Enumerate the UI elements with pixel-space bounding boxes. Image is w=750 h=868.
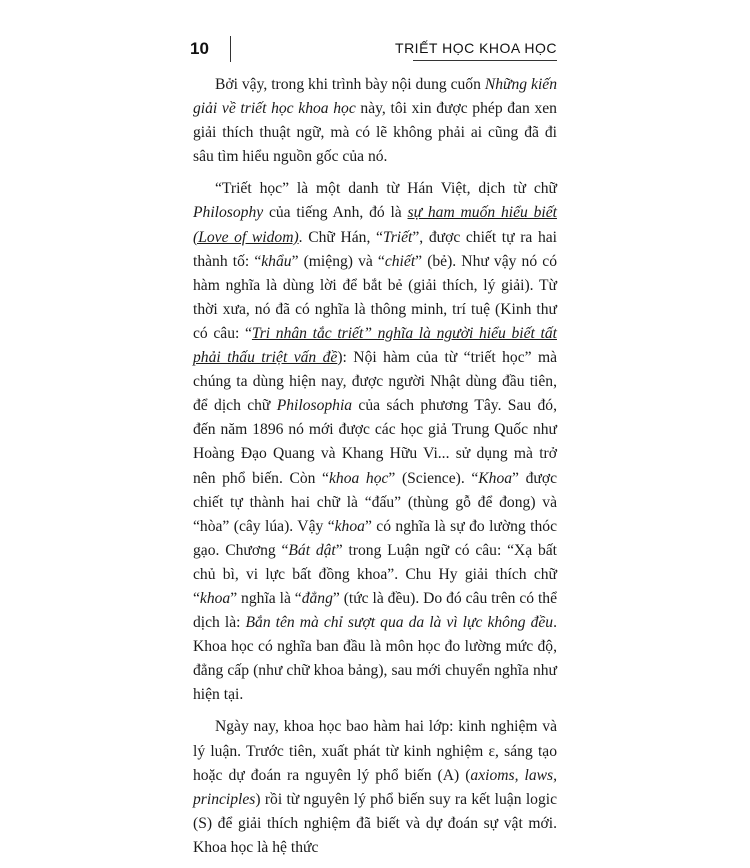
text-run: ”, được chiết tự ra hai thành tố: “: [193, 228, 557, 270]
text-run: ” trong Luận ngữ có câu: “Xạ bất chủ bì, vi lực bất đồng khoa”. Chu Hy giải thích chữ “: [193, 541, 558, 607]
text-run: của tiếng Anh, đó là: [263, 204, 408, 222]
emphasis-text: Bắn tên mà chỉ sượt qua da là vì lực không đều: [245, 614, 554, 632]
emphasis-text: Những kiến giải về triết học khoa học: [193, 76, 557, 118]
emphasis-text: axioms, laws, principles: [193, 766, 557, 808]
text-run: ” (miệng) và “: [291, 252, 385, 270]
text-run: Bởi vậy, trong khi trình bày nội dung cuốn: [215, 76, 485, 93]
text-run: ” (Science). “: [388, 469, 479, 487]
text-run: ” (tức là đều). Do đó câu trên có thể dịch là:: [193, 589, 557, 632]
emphasis-text: khẩu: [261, 252, 292, 270]
paragraph-3: [193, 715, 557, 860]
emphasis-text: khoa: [199, 589, 231, 607]
text-run: ): Nội hàm của từ “triết học” mà chúng ta dùng hiện nay, được người Nhật dùng đầu tiên, để dịch chữ: [193, 349, 558, 415]
emphasis-text: khoa học: [328, 469, 389, 487]
emphasis-text: Bát dật: [288, 541, 336, 559]
underlined-text: sự ham muốn hiểu biết (Love of widom): [193, 204, 558, 246]
text-run: ” được chiết tự thành hai chữ là “đấu” (thùng gỗ để đong) và “hòa” (cây lúa). Vậy “: [193, 469, 557, 535]
page-number: 10: [190, 39, 209, 58]
emphasis-text: Khoa: [478, 469, 513, 487]
text-run: của sách phương Tây. Sau đó, đến năm 1896 nó mới được các học giả Trung Quốc như Hoàng Đạo Quang và Khang Hữu Vi... sử dụng mà trở nên phổ biến. Còn “: [193, 397, 557, 487]
text-run: này, tôi xin được phép đan xen giải thích thuật ngữ, mà có lẽ không phải ai cũng đã đi sâu tìm hiểu nguồn gốc của nó.: [193, 100, 557, 166]
emphasis-text: Philosophia: [276, 397, 353, 415]
text-run: ” có nghĩa là sự đo lường thóc gạo. Chương “: [193, 517, 557, 559]
header-divider: [230, 36, 231, 62]
emphasis-text: chiết: [384, 252, 416, 270]
text-run: Ngày nay, khoa học bao hàm hai lớp: kinh nghiệm và lý luận. Trước tiên, xuất phát từ kinh nghiệm ε, sáng tạo hoặc dự đoán ra nguyên lý phổ biến (A) (: [193, 718, 557, 784]
text-run: ) rồi từ nguyên lý phổ biến suy ra kết luận logic (S) để giải thích nghiệm đã biết và dự đoán sự vật mới. Khoa học là hệ thức: [193, 790, 557, 856]
text-run: “Triết học” là một danh từ Hán Việt, dịch từ chữ: [215, 180, 557, 198]
text-run: . Chữ Hán, “: [298, 228, 383, 246]
paragraph-1: [193, 73, 557, 169]
emphasis-text: đẳng: [301, 589, 333, 607]
emphasis-text: Triết: [382, 228, 413, 246]
running-title: TRIẾT HỌC KHOA HỌC: [395, 40, 557, 56]
header-rule: [413, 60, 557, 61]
emphasis-text: Philosophy: [193, 204, 264, 222]
paragraph-2: [193, 177, 557, 707]
emphasis-text: khoa: [334, 517, 365, 535]
underlined-text: Tri nhân tắc triết” nghĩa là người hiểu biết tất phải thấu triệt vấn đề: [193, 324, 557, 367]
body-text: [193, 73, 557, 868]
text-run: ” nghĩa là “: [230, 589, 302, 607]
text-run: . Khoa học có nghĩa ban đầu là môn học đo lường mức độ, đẳng cấp (như chữ khoa bảng), sau mới chuyển nghĩa như hiện tại.: [193, 614, 557, 704]
text-run: ” (bẻ). Như vậy nó có hàm nghĩa là dùng lời để bắt bẻ (giải thích, lý giải). Từ thời xưa, nó đã có nghĩa là thông minh, trí tuệ (Kinh thư có câu: “: [193, 252, 557, 342]
